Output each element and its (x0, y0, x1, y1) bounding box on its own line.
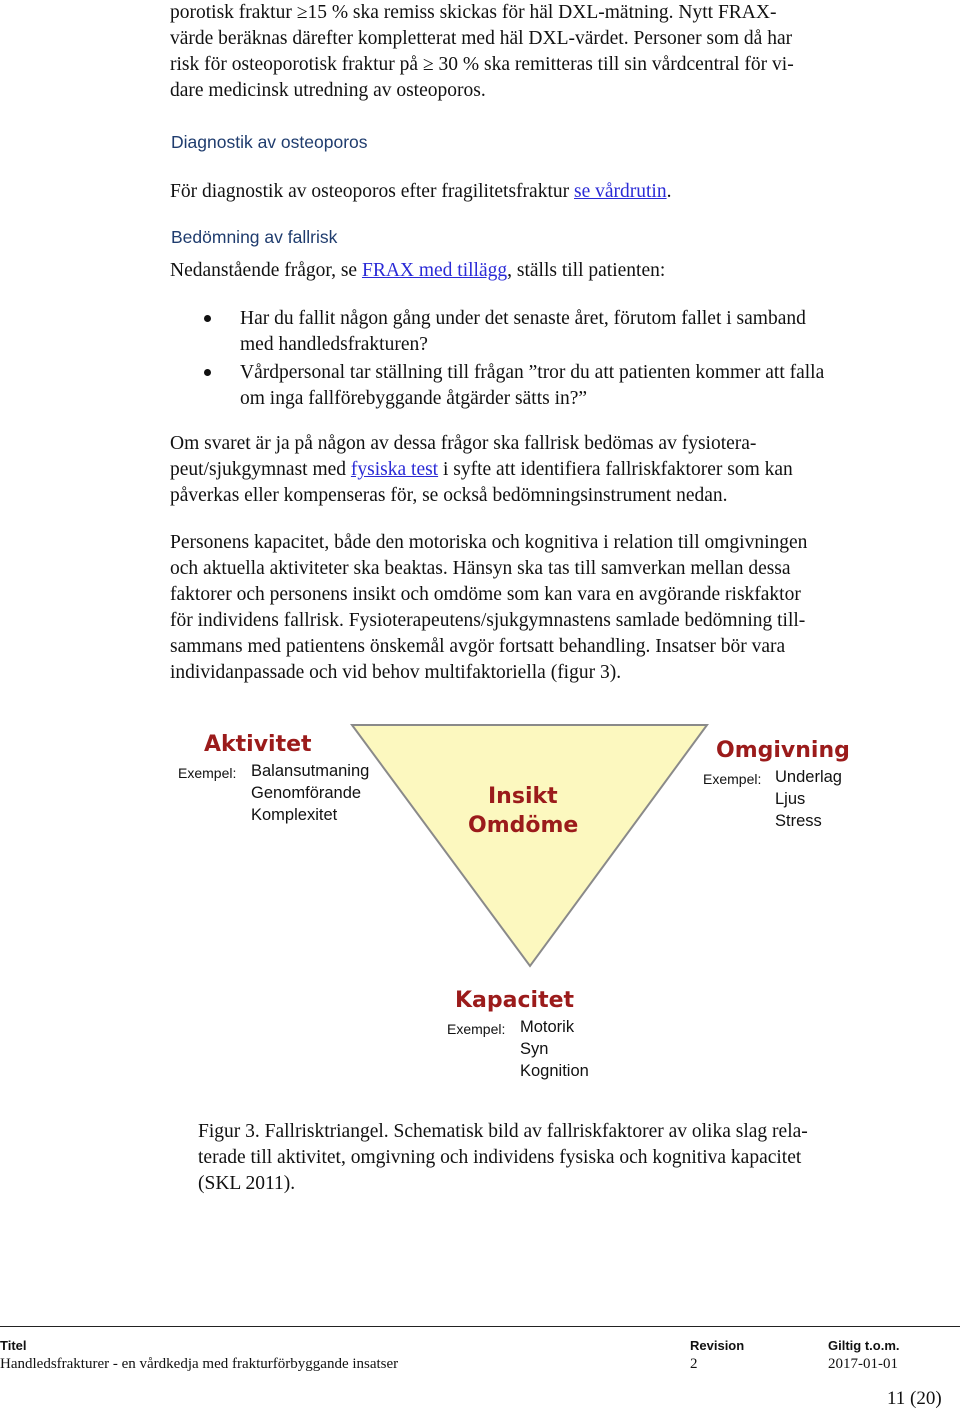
diagnostik-heading: Diagnostik av osteoporos (171, 132, 368, 152)
figure-caption-line-3: (SKL 2011). (198, 1173, 296, 1194)
fallrisk-intro-after: , ställs till patienten: (507, 260, 666, 281)
kapacitet-item: Kognition (520, 1062, 589, 1080)
footer-revision-label: Revision (690, 1338, 745, 1353)
omgivning-item: Stress (775, 812, 822, 830)
intro-text: risk för osteoporotisk fraktur på (170, 54, 423, 75)
para2-line-3: faktorer och personens insikt och omdöme som kan vara en avgörande riskfaktor (170, 584, 801, 605)
aktivitet-item: Genomförande (251, 784, 362, 802)
para1-line-1: Om svaret är ja på någon av dessa frågor ska fallrisk bedömas av fysiotera- (170, 433, 757, 454)
kapacitet-item: Syn (520, 1040, 549, 1058)
para2-line-6: individanpassade och vid behov multifaktoriella (figur 3). (170, 662, 622, 683)
kapacitet-item: Motorik (520, 1018, 575, 1036)
para1-text: i syfte att identifiera fallriskfaktorer som kan (438, 459, 793, 480)
footer-revision-value: 2 (690, 1356, 698, 1372)
omgivning-title: Omgivning (716, 738, 850, 763)
intro-line-2: värde beräknas därefter kompletterat med häl DXL-värdet. Personer som då har (170, 28, 793, 49)
triangle-shape (352, 725, 707, 966)
footer-title-label: Titel (0, 1338, 27, 1353)
ge-symbol: ≥ (422, 54, 434, 75)
diagnostik-text-before: För diagnostik av osteoporos efter fragilitetsfraktur (170, 181, 574, 202)
aktivitet-title: Aktivitet (204, 732, 312, 757)
bullet-1-line-2: med handledsfrakturen? (240, 334, 428, 355)
intro-line-4: dare medicinsk utredning av osteoporos. (170, 80, 486, 101)
page-number: 11 (20) (887, 1388, 942, 1409)
para2-line-4: för individens fallrisk. Fysioterapeutens/sjukgymnastens samlade bedömning till- (170, 610, 806, 631)
figure-caption-line-1: Figur 3. Fallrisktriangel. Schematisk bild av fallriskfaktorer av olika slag rela- (198, 1121, 808, 1142)
ge-symbol: ≥ (296, 2, 308, 23)
aktivitet-item: Balansutmaning (251, 762, 370, 780)
bullet-2-line-2: om inga fallförebyggande åtgärder sätts in?” (240, 388, 588, 409)
intro-text: 15 % ska remiss skickas för häl DXL-mätning. Nytt FRAX- (307, 2, 777, 23)
footer-valid-label: Giltig t.o.m. (828, 1338, 900, 1353)
omgivning-item: Ljus (775, 790, 806, 808)
vardrutin-link[interactable]: se vårdrutin (573, 181, 667, 202)
para2-line-5: sammans med patientens önskemål avgör fortsatt behandling. Insatser bör vara (170, 636, 786, 657)
fallrisk-heading: Bedömning av fallrisk (171, 227, 338, 247)
footer-title-value: Handledsfrakturer - en vårdkedja med frakturförbyggande insatser (0, 1356, 399, 1372)
para2-line-1: Personens kapacitet, både den motoriska och kognitiva i relation till omgivningen (170, 532, 808, 553)
aktivitet-exempel-label: Exempel: (178, 765, 237, 781)
para1-line-3: påverkas eller kompenseras för, se också bedömningsinstrument nedan. (170, 485, 728, 506)
intro-text: 30 % ska remitteras till sin vårdcentral för vi- (433, 54, 794, 75)
para2-line-2: och aktuella aktiviteter ska beaktas. Hänsyn ska tas till samverkan mellan dessa (170, 558, 791, 579)
insikt-label: Insikt (488, 784, 558, 809)
omdome-label: Omdöme (468, 813, 579, 838)
figure-caption-line-2: terade till aktivitet, omgivning och individens fysiska och kognitiva kapacitet (198, 1147, 802, 1168)
intro-text: porotisk fraktur (170, 2, 297, 23)
bullet-1-line-1: Har du fallit någon gång under det senaste året, förutom fallet i samband (240, 308, 806, 329)
footer-valid-value: 2017-01-01 (828, 1356, 898, 1372)
kapacitet-exempel-label: Exempel: (447, 1021, 506, 1037)
bullet-2-line-1: Vårdpersonal tar ställning till frågan ”tror du att patienten kommer att falla (240, 362, 825, 383)
fysiska-test-link[interactable]: fysiska test (350, 459, 439, 480)
frax-link[interactable]: FRAX med tillägg (361, 260, 508, 281)
kapacitet-title: Kapacitet (455, 988, 575, 1013)
aktivitet-item: Komplexitet (251, 806, 338, 824)
omgivning-item: Underlag (775, 768, 842, 786)
omgivning-exempel-label: Exempel: (703, 771, 762, 787)
diagnostik-text-after: . (666, 181, 672, 202)
footer-divider (0, 1326, 960, 1327)
para1-text: peut/sjukgymnast med (170, 459, 351, 480)
fallrisk-intro-before: Nedanstående frågor, se (170, 260, 362, 281)
